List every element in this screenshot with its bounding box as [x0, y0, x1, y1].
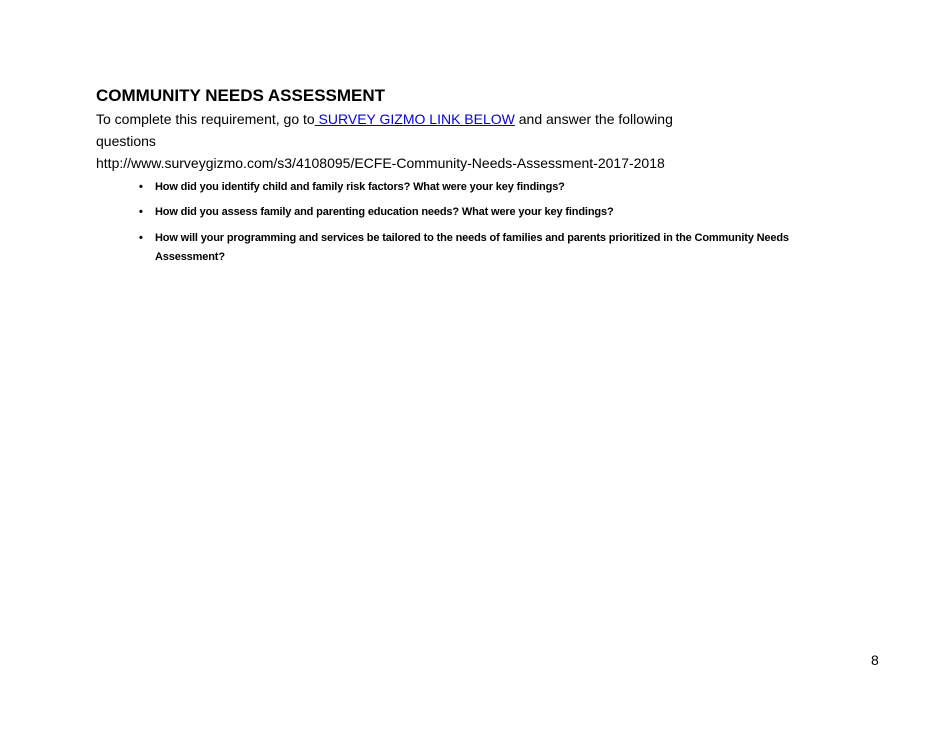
question-item: [139, 178, 899, 197]
question-text-continued: Assessment?: [155, 251, 225, 263]
question-text: How did you assess family and parenting education needs? What were your key findings?: [155, 206, 614, 218]
question-item: [139, 229, 899, 267]
bullet-icon: •: [139, 232, 143, 244]
intro-line-2: questions: [96, 133, 156, 149]
survey-gizmo-link[interactable]: SURVEY GIZMO LINK BELOW: [314, 111, 515, 127]
survey-url: http://www.surveygizmo.com/s3/4108095/ECFE-Community-Needs-Assessment-2017-2018: [96, 155, 665, 171]
intro-text-after: and answer the following: [514, 111, 673, 127]
question-text: How did you identify child and family risk factors? What were your key findings?: [155, 181, 565, 193]
bullet-icon: •: [139, 206, 143, 218]
bullet-icon: •: [139, 181, 143, 193]
question-text: How will your programming and services be tailored to the needs of families and parents prioritized in the Community Needs: [155, 232, 789, 244]
page-title: COMMUNITY NEEDS ASSESSMENT: [96, 86, 386, 105]
question-item: [139, 203, 899, 222]
intro-line: [96, 111, 673, 127]
intro-text: To complete this requirement, go to: [96, 111, 315, 127]
page-number: 8: [871, 652, 879, 668]
